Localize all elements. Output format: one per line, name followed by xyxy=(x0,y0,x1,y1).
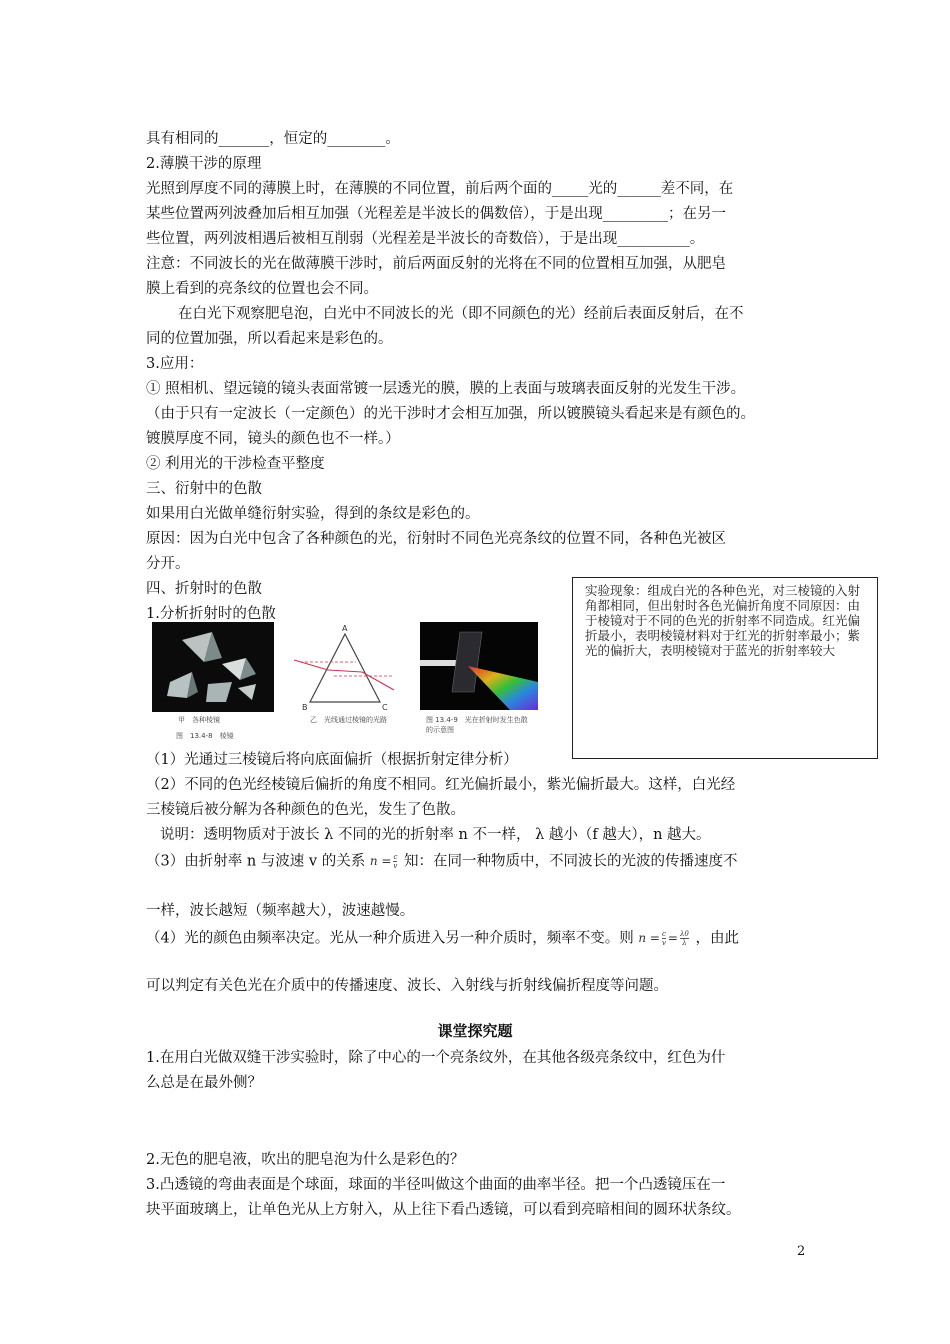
formula-equals: = xyxy=(667,931,678,945)
question-3-cont: 块平面玻璃上，让单色光从上方射入，从上往下看凸透镜，可以看到亮暗相间的圆环状条纹。 xyxy=(146,1202,741,1218)
vertex-label-a: A xyxy=(342,624,348,633)
line: 某些位置两列波叠加后相互加强（光程差是半波长的偶数倍），于是出现_________；在另一 xyxy=(146,206,726,222)
line: 在白光下观察肥皂泡，白光中不同波长的光（即不同颜色的光）经前后表面反射后，在不 xyxy=(178,306,744,322)
line: 膜上看到的亮条纹的位置也会不同。 xyxy=(146,281,378,297)
question-1: 1.在用白光做双缝干涉实验时，除了中心的一个亮条纹外，在其他各级亮条纹中，红色为什 xyxy=(146,1050,726,1066)
line: 镀膜厚度不同，镜头的颜色也不一样。） xyxy=(146,431,400,447)
line-formula-2 xyxy=(146,926,810,952)
numerator: λ0 xyxy=(679,930,689,938)
line: 光照到厚度不同的薄膜上时，在薄膜的不同位置，前后两个面的_____光的______差不同，在 xyxy=(146,181,734,197)
text: 知：在同一种物质中，不同波长的光波的传播速度不 xyxy=(404,853,738,870)
fraction xyxy=(393,853,397,870)
denominator: v xyxy=(661,939,666,947)
formula-lhs: n = xyxy=(369,854,392,868)
formula-n-c-v-lambda xyxy=(638,926,691,951)
figure-caption: 图 13.4-8 棱镜 xyxy=(176,732,234,740)
numerator: c xyxy=(661,930,666,938)
experiment-note-box: 实验现象：组成白光的各种色光，对三棱镜的入射角都相同，但出射时各色光偏折角度不同原因：由于棱镜对于不同的色光的折射率不同造成。红光偏折最小，表明棱镜材料对于红光的折射率最小；紫光的偏折大，表明棱镜对于蓝光的折射率较大 xyxy=(572,577,878,759)
figure-caption: 乙 光线通过棱镜的光路 xyxy=(310,716,387,724)
figure-caption: 图 13.4-9 光在折射时发生色散 xyxy=(426,716,528,724)
prisms-photo xyxy=(152,622,274,744)
prism-ray-diagram xyxy=(290,622,400,744)
line: ① 照相机、望远镜的镜头表面常镀一层透光的膜，膜的上表面与玻璃表面反射的光发生干涉。 xyxy=(146,381,746,397)
denominator: λ xyxy=(682,939,687,947)
fraction xyxy=(662,930,666,947)
line: （2）不同的色光经棱镜后偏折的角度不相同。红光偏折最小，紫光偏折最大。这样，白光经 xyxy=(146,777,736,793)
line: 1.分析折射时的色散 xyxy=(146,606,276,622)
line-formula-1 xyxy=(146,849,810,875)
fraction xyxy=(680,930,689,947)
line: 如果用白光做单缝衍射实验，得到的条纹是彩色的。 xyxy=(146,506,480,522)
line: 可以判定有关色光在介质中的传播速度、波长、入射线与折射线偏折程度等问题。 xyxy=(146,978,668,994)
section-title: 课堂探究题 xyxy=(437,1022,513,1040)
heading-thin-film-principle: 2.薄膜干涉的原理 xyxy=(146,156,262,172)
line: 同的位置加强，所以看起来是彩色的。 xyxy=(146,331,393,347)
line: ② 利用光的干涉检查平整度 xyxy=(146,456,325,472)
heading-diffraction-dispersion: 三、衍射中的色散 xyxy=(146,481,262,497)
text: ，由此 xyxy=(695,930,739,947)
formula-n-c-v xyxy=(370,849,400,874)
line: 一样，波长越短（频率越大），波速越慢。 xyxy=(146,903,415,919)
text: （4）光的颜色由频率决定。光从一种介质进入另一种介质时，频率不变。则 xyxy=(146,930,634,947)
denominator: v xyxy=(393,862,398,870)
figure-caption: 甲 各种棱镜 xyxy=(178,716,220,724)
line: 说明：透明物质对于波长 λ 不同的光的折射率 n 不一样， λ 越小（f 越大），n 越大。 xyxy=(160,827,711,843)
line: 些位置，两列波相遇后被相互削弱（光程差是半波长的奇数倍），于是出现__________。 xyxy=(146,231,705,247)
question-2: 2.无色的肥皂液，吹出的肥皂泡为什么是彩色的？ xyxy=(146,1152,465,1168)
question-1-cont: 么总是在最外侧？ xyxy=(146,1075,262,1091)
question-3: 3.凸透镜的弯曲表面是个球面，球面的半径叫做这个曲面的曲率半径。把一个凸透镜压在一 xyxy=(146,1177,726,1193)
vertex-label-c: C xyxy=(382,703,388,712)
text: （3）由折射率 n 与波速 v 的关系 xyxy=(146,853,366,870)
heading-applications: 3.应用： xyxy=(146,356,204,372)
line: 原因：因为白光中包含了各种颜色的光，衍射时不同色光亮条纹的位置不同，各种色光被区 xyxy=(146,531,726,547)
line: （1）光通过三棱镜后将向底面偏折（根据折射定律分析） xyxy=(146,752,518,768)
page-number: 2 xyxy=(797,1244,806,1259)
formula-lhs: n = xyxy=(638,931,660,945)
line: （由于只有一定波长（一定颜色）的光干涉时才会相互加强，所以镀膜镜头看起来是有颜色的。 xyxy=(146,406,755,422)
line: 注意：不同波长的光在做薄膜干涉时，前后两面反射的光将在不同的位置相互加强，从肥皂 xyxy=(146,256,726,272)
numerator: c xyxy=(393,853,398,861)
line: 具有相同的_______，恒定的________。 xyxy=(146,131,400,147)
vertex-label-b: B xyxy=(302,703,308,712)
line: 三棱镜后被分解为各种颜色的色光，发生了色散。 xyxy=(146,802,465,818)
heading-refraction-dispersion: 四、折射时的色散 xyxy=(146,581,262,597)
figure-caption: 的示意图 xyxy=(426,726,454,734)
line: 分开。 xyxy=(146,556,190,572)
